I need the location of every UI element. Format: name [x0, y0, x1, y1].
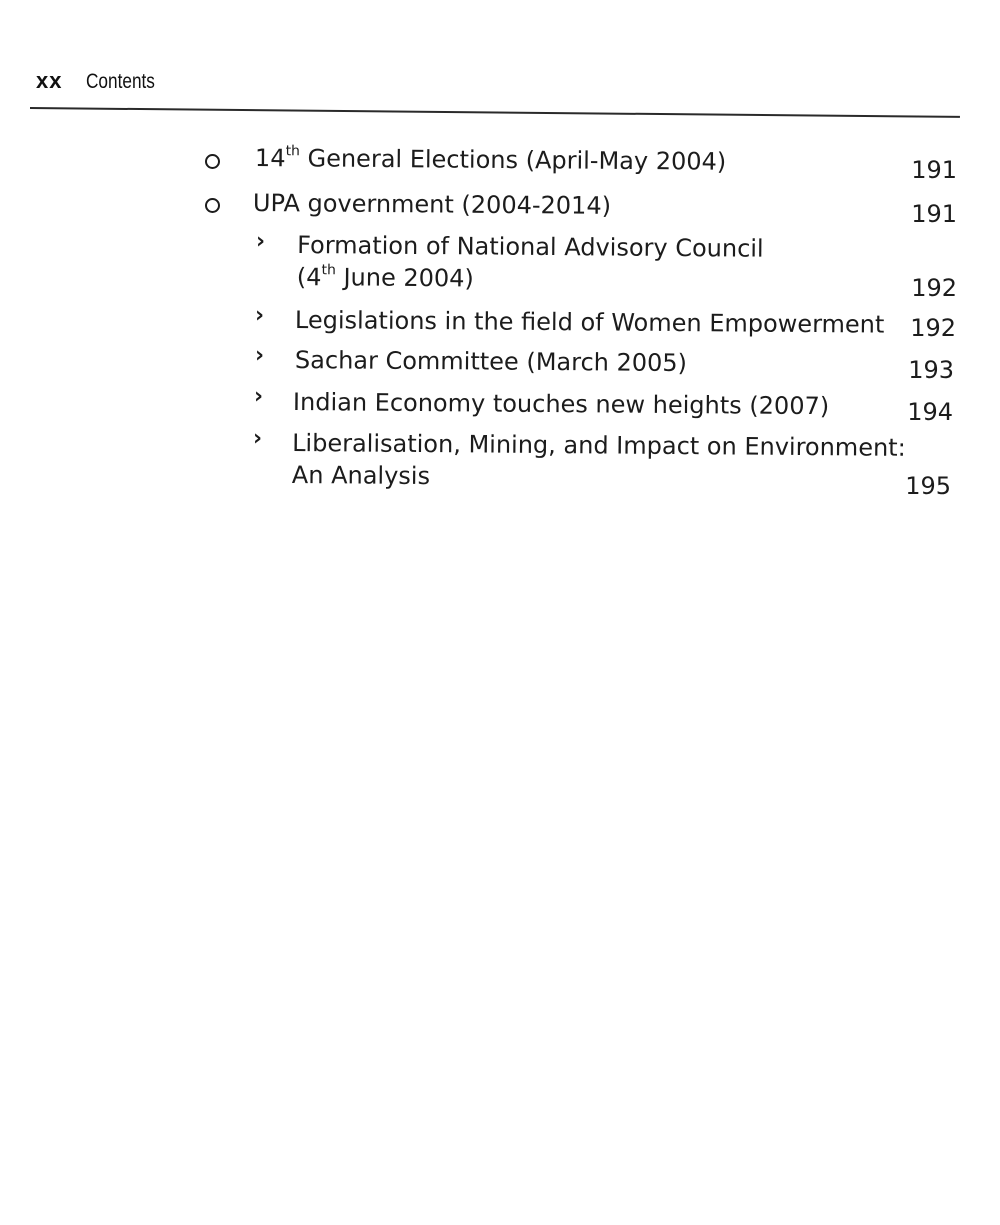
toc-entry-title: Liberalisation, Mining, and Impact on Environment: An Analysis: [291, 429, 906, 491]
toc-entry-page: 194: [907, 398, 953, 426]
toc-entry-title: UPA government (2004-2014): [252, 189, 612, 220]
toc-entry-title: Formation of National Advisory Council (4th June 2004): [296, 231, 764, 293]
toc-entry-page: 191: [911, 156, 957, 184]
toc-entry-title: Indian Economy touches new heights (2007): [292, 388, 830, 421]
chevron-right-icon: ›: [253, 426, 263, 451]
toc-entry-page: 192: [911, 274, 957, 302]
page-number: xx: [36, 68, 63, 93]
toc-entry-page: 195: [905, 472, 951, 500]
circle-bullet-icon: [205, 147, 220, 179]
chevron-right-icon: ›: [254, 384, 264, 409]
chevron-right-icon: ›: [255, 303, 265, 328]
toc-entry-title: Sachar Committee (March 2005): [294, 346, 688, 378]
toc-entry-page: 192: [910, 314, 956, 342]
chevron-right-icon: ›: [255, 343, 265, 368]
section-title: Contents: [86, 70, 156, 93]
circle-bullet-icon: [205, 191, 220, 223]
chevron-right-icon: ›: [256, 229, 266, 254]
toc-entry-title: Legislations in the field of Women Empowerment: [294, 306, 885, 339]
toc-entry-page: 193: [908, 356, 954, 384]
toc-entry-title: 14th General Elections (April-May 2004): [254, 143, 727, 176]
toc-entry-page: 191: [911, 200, 957, 228]
